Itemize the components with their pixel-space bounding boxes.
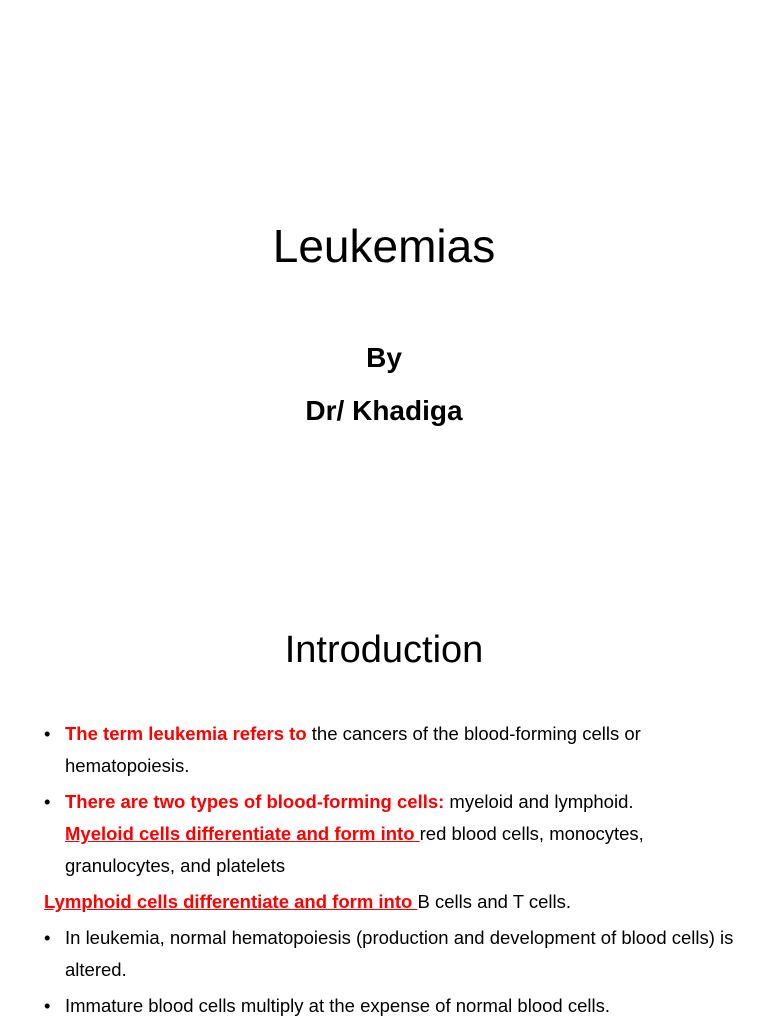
list-item [44, 786, 744, 882]
section-title: Introduction [284, 629, 484, 671]
body-text: myeloid and lymphoid. [444, 791, 634, 812]
bullet-list [44, 718, 744, 1022]
body-text: Immature blood cells multiply at the expense of normal blood cells. [65, 995, 610, 1016]
slide-title: Leukemias [272, 220, 496, 272]
list-item [44, 990, 744, 1022]
underlined-highlight-text: Lymphoid cells differentiate and form into [44, 891, 418, 912]
subtitle-by: By [366, 342, 402, 373]
list-item [44, 922, 744, 986]
bullet-marker: • [44, 791, 51, 812]
bullet-marker: • [44, 723, 51, 744]
body-text: the cancers of the blood-forming cells or hematopoiesis. [65, 723, 641, 776]
highlight-text: There are two types of blood-forming cells: [65, 791, 445, 812]
highlight-text: The term leukemia refers to [65, 723, 307, 744]
list-item [44, 886, 744, 918]
body-text: In leukemia, normal hematopoiesis (production and development of blood cells) is altered. [65, 927, 734, 980]
bullet-marker: • [44, 995, 51, 1016]
bullet-marker: • [44, 927, 51, 948]
subtitle-author: Dr/ Khadiga [305, 395, 463, 426]
body-text: red blood cells, monocytes, granulocytes, and platelets [65, 823, 644, 876]
body-text: B cells and T cells. [417, 891, 572, 912]
underlined-highlight-text: Myeloid cells differentiate and form into [65, 823, 420, 844]
list-item [44, 718, 744, 782]
